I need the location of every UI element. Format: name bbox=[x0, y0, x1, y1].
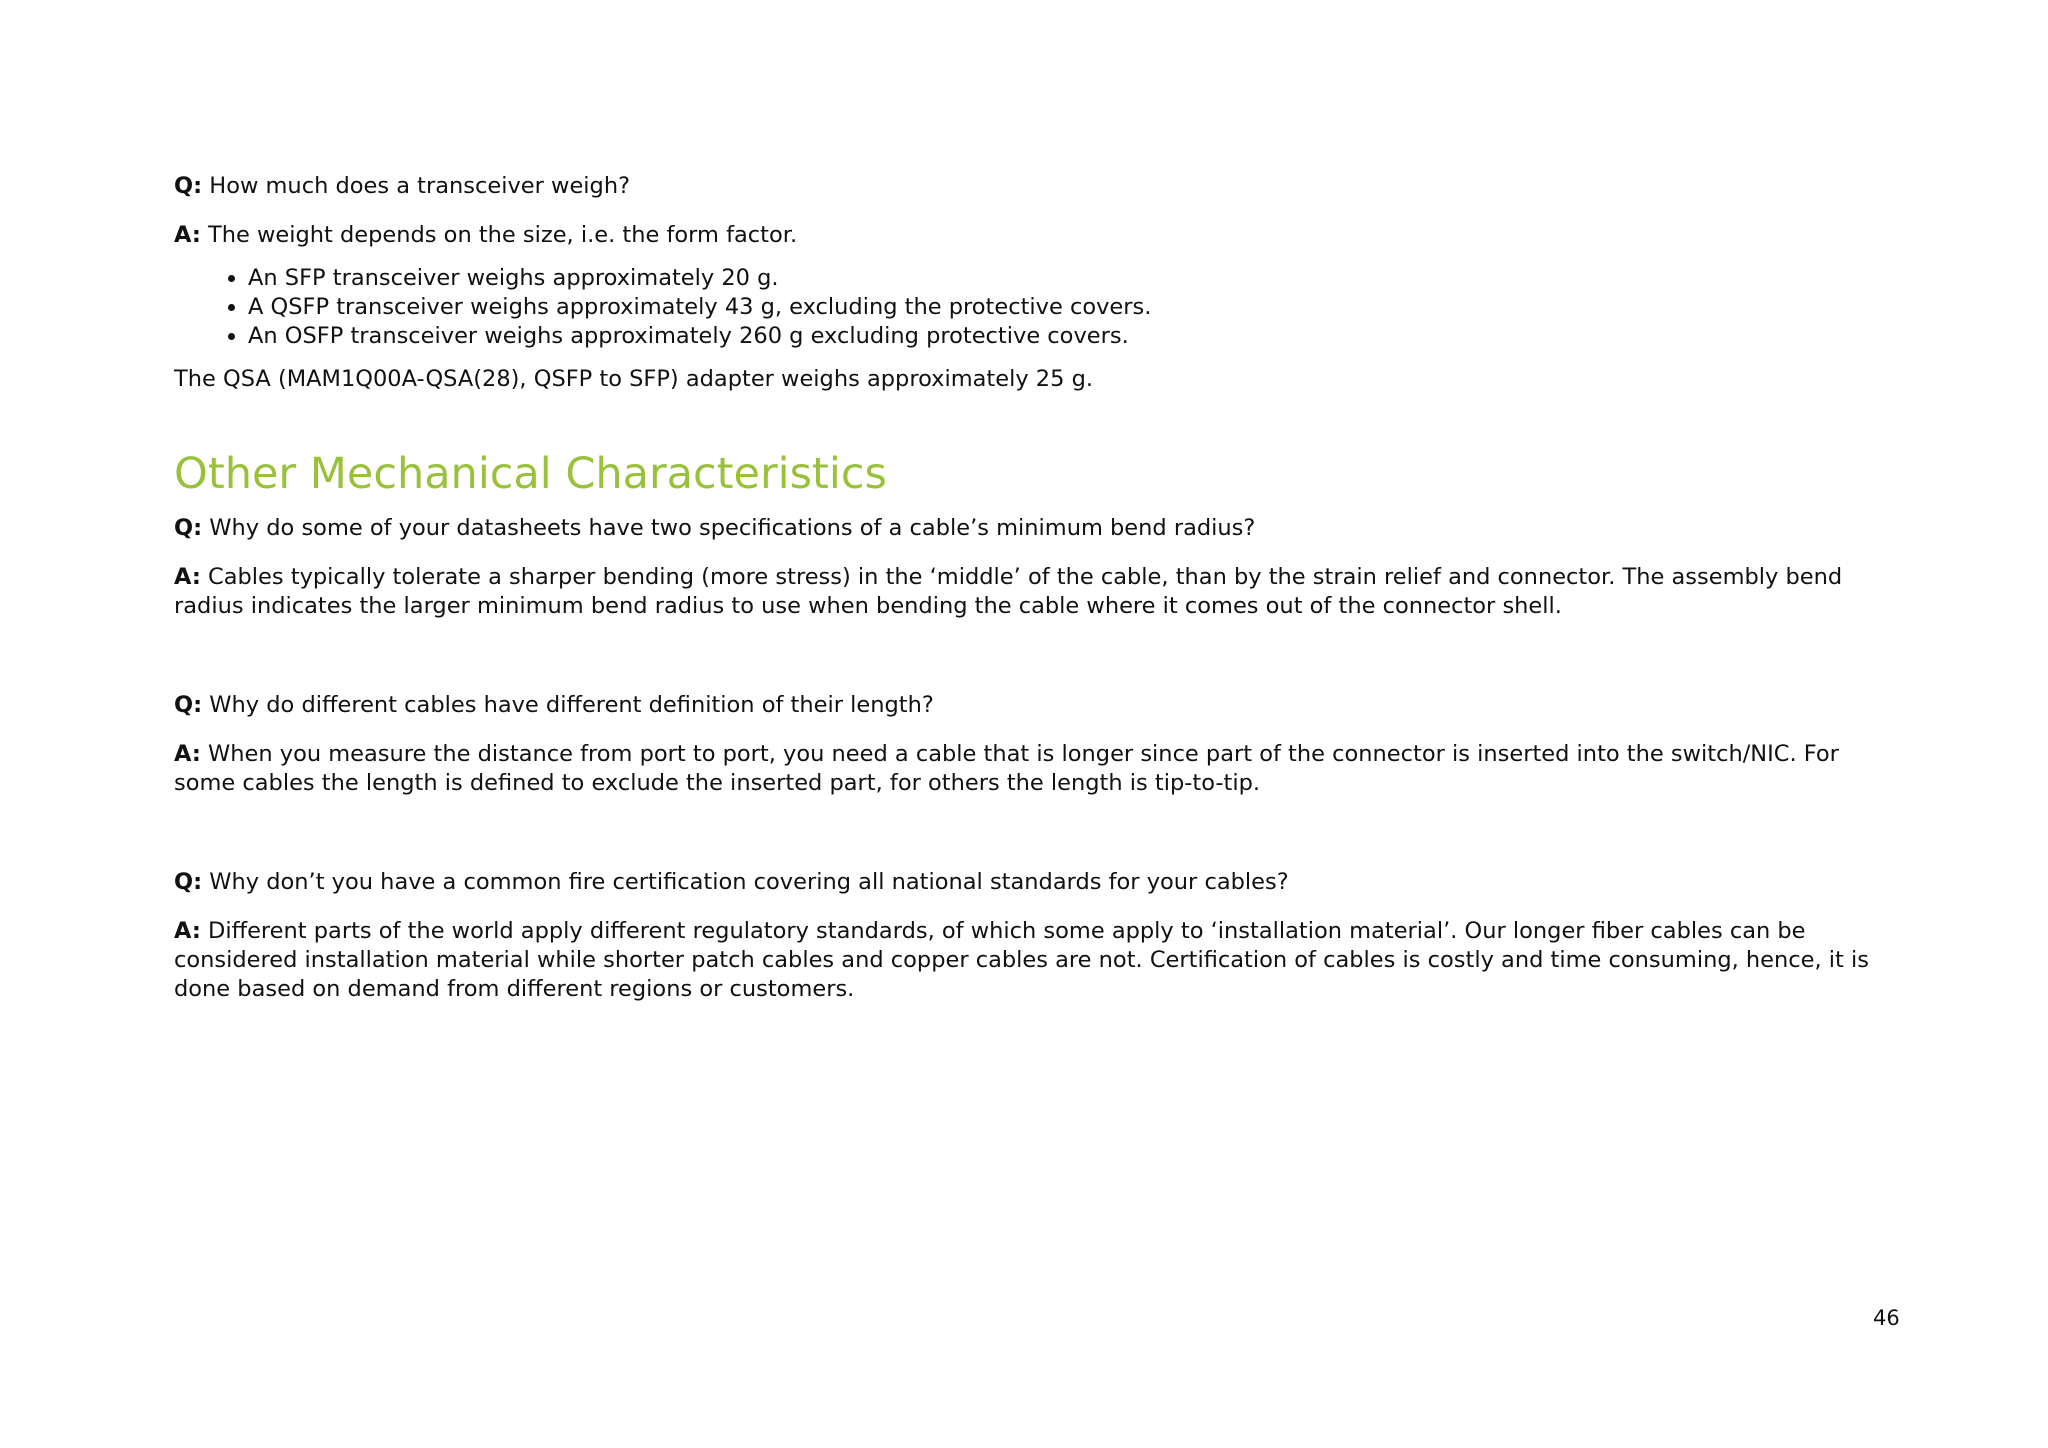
question-label: Q: bbox=[174, 173, 203, 199]
list-item: • A QSFP transceiver weighs approximately 43 g, excluding the protective covers. bbox=[248, 293, 1894, 322]
answer-bend-radius bbox=[174, 563, 1894, 621]
answer-label: A: bbox=[174, 741, 201, 767]
question-weight bbox=[174, 172, 1894, 201]
answer-text: Different parts of the world apply different regulatory standards, of which some apply to ‘installation material’. Our longer fiber cables can be considered installation material while shorter patch cables and copper cables are not. Certification of cables is costly and time consuming, hence, it is done based on demand from different regions or customers. bbox=[174, 918, 1869, 1002]
answer-cable-length bbox=[174, 740, 1894, 798]
question-text: Why do different cables have different definition of their length? bbox=[202, 692, 934, 718]
answer-label: A: bbox=[174, 564, 201, 590]
adapter-weight-note: The QSA (MAM1Q00A-QSA(28), QSFP to SFP) adapter weighs approximately 25 g. bbox=[174, 366, 1094, 392]
question-text: Why do some of your datasheets have two specifications of a cable’s minimum bend radius? bbox=[202, 515, 1256, 541]
page-number: 46 bbox=[1873, 1306, 1900, 1330]
question-text: Why don’t you have a common fire certification covering all national standards for your cables? bbox=[202, 869, 1289, 895]
question-fire-certification bbox=[174, 868, 1894, 897]
answer-text: The weight depends on the size, i.e. the form factor. bbox=[200, 222, 798, 248]
question-cable-length bbox=[174, 691, 1894, 720]
answer-label: A: bbox=[174, 918, 201, 944]
question-bend-radius bbox=[174, 514, 1894, 543]
weight-list bbox=[174, 264, 1894, 351]
answer-fire-certification bbox=[174, 917, 1894, 1004]
question-label: Q: bbox=[174, 869, 203, 895]
list-item: • An OSFP transceiver weighs approximately 260 g excluding protective covers. bbox=[248, 322, 1894, 351]
question-text: How much does a transceiver weigh? bbox=[202, 173, 631, 199]
answer-text: When you measure the distance from port to port, you need a cable that is longer since part of the connector is inserted into the switch/NIC. For some cables the length is defined to exclude the inserted part, for others the length is tip-to-tip. bbox=[174, 741, 1839, 796]
answer-text: Cables typically tolerate a sharper bending (more stress) in the ‘middle’ of the cable, than by the strain relief and connector. The assembly bend radius indicates the larger minimum bend radius to use when bending the cable where it comes out of the connector shell. bbox=[174, 564, 1843, 619]
section-heading: Other Mechanical Characteristics bbox=[174, 449, 887, 499]
question-label: Q: bbox=[174, 515, 203, 541]
list-item: • An SFP transceiver weighs approximately 20 g. bbox=[248, 264, 1894, 293]
answer-label: A: bbox=[174, 222, 201, 248]
question-label: Q: bbox=[174, 692, 203, 718]
answer-weight bbox=[174, 221, 1894, 250]
document-page bbox=[174, 172, 1894, 1004]
